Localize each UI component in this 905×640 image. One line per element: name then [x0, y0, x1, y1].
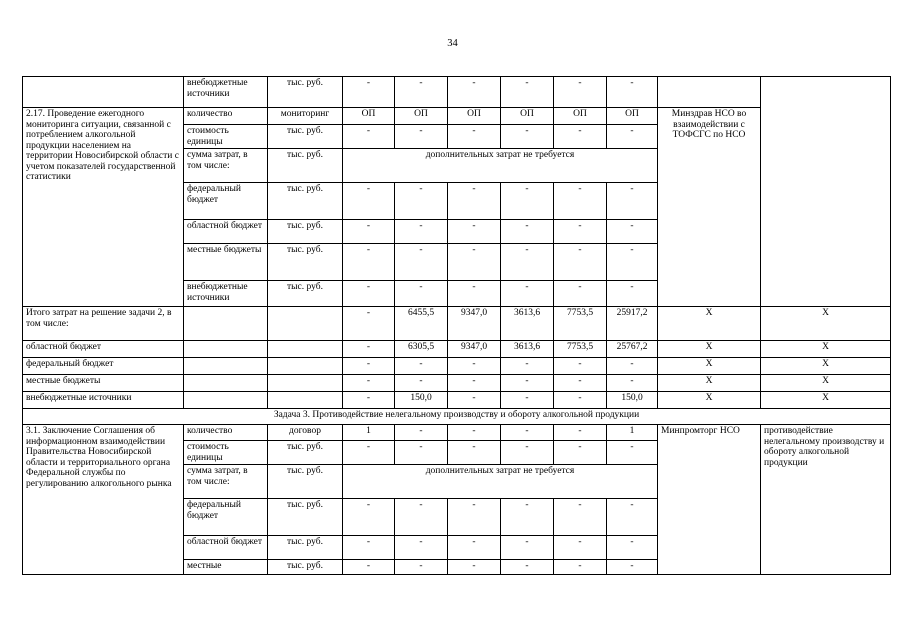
value-cell: - — [501, 375, 554, 392]
unit-cell: тыс. руб. — [268, 77, 343, 108]
table-row — [23, 425, 891, 441]
x-cell: X — [761, 358, 891, 375]
value-cell: - — [501, 220, 554, 244]
value-cell: 7753,5 — [554, 341, 607, 358]
value-cell: 6305,5 — [395, 341, 448, 358]
indicator-cell: сумма затрат, в том числе: — [184, 149, 268, 183]
indicator-cell: сумма затрат, в том числе: — [184, 465, 268, 499]
value-cell: - — [395, 536, 448, 560]
value-cell: - — [554, 425, 607, 441]
unit-cell: тыс. руб. — [268, 183, 343, 220]
value-cell: - — [448, 220, 501, 244]
value-cell: - — [607, 375, 658, 392]
table-row — [23, 307, 891, 341]
indicator-cell: местные бюджеты — [184, 244, 268, 281]
value-cell: - — [448, 77, 501, 108]
indicator-cell: количество — [184, 425, 268, 441]
value-cell: - — [554, 77, 607, 108]
indicator-cell: стоимость единицы — [184, 441, 268, 465]
x-cell: X — [761, 307, 891, 341]
unit-cell: тыс. руб. — [268, 244, 343, 281]
value-cell: 6455,5 — [395, 307, 448, 341]
total-label: внебюджетные источники — [23, 392, 184, 409]
value-cell: - — [395, 77, 448, 108]
value-cell: - — [501, 425, 554, 441]
value-cell: - — [448, 425, 501, 441]
value-cell: - — [448, 244, 501, 281]
value-cell: - — [554, 560, 607, 575]
value-cell: - — [448, 125, 501, 149]
value-cell: - — [395, 441, 448, 465]
table-row — [23, 341, 891, 358]
measure-title: 2.17. Проведение ежегодного мониторинга ситуации, связанной с потреблением алкогольной продукции населением на территории Новосибирской области с учетом показателей государственной статистики — [23, 108, 184, 307]
value-cell: - — [448, 281, 501, 307]
value-cell: - — [607, 536, 658, 560]
value-cell: - — [501, 125, 554, 149]
executor-cell: Минпромторг НСО — [658, 425, 761, 575]
table-row — [23, 77, 891, 108]
table-row — [23, 392, 891, 409]
unit-cell: мониторинг — [268, 108, 343, 125]
total-label: Итого затрат на решение задачи 2, в том числе: — [23, 307, 184, 341]
value-cell: - — [501, 392, 554, 409]
total-label: местные бюджеты — [23, 375, 184, 392]
value-cell: ОП — [395, 108, 448, 125]
value-cell: - — [607, 441, 658, 465]
value-cell: 9347,0 — [448, 341, 501, 358]
value-cell: 150,0 — [607, 392, 658, 409]
value-cell: - — [395, 375, 448, 392]
value-cell: - — [448, 441, 501, 465]
value-cell: - — [448, 375, 501, 392]
value-cell: - — [501, 77, 554, 108]
result-cell — [761, 77, 891, 307]
value-cell: 25917,2 — [607, 307, 658, 341]
value-cell: - — [343, 125, 395, 149]
value-cell: - — [554, 358, 607, 375]
value-cell: - — [607, 77, 658, 108]
executor-cell: Минздрав НСО во взаимодействии с ТОФСГС по НСО — [658, 108, 761, 307]
value-cell: 9347,0 — [448, 307, 501, 341]
value-cell: - — [501, 281, 554, 307]
value-cell: - — [343, 392, 395, 409]
value-cell: - — [554, 441, 607, 465]
value-cell: 3613,6 — [501, 341, 554, 358]
value-cell: - — [448, 392, 501, 409]
value-cell: - — [395, 183, 448, 220]
value-cell: ОП — [607, 108, 658, 125]
x-cell: X — [658, 375, 761, 392]
value-cell: - — [501, 183, 554, 220]
value-cell: - — [343, 307, 395, 341]
value-cell: - — [607, 281, 658, 307]
value-cell: - — [501, 560, 554, 575]
value-cell: 25767,2 — [607, 341, 658, 358]
table-row — [23, 358, 891, 375]
value-cell: - — [395, 281, 448, 307]
value-cell: - — [343, 536, 395, 560]
value-cell: - — [343, 281, 395, 307]
value-cell: - — [554, 536, 607, 560]
value-cell: 3613,6 — [501, 307, 554, 341]
table-row — [23, 108, 891, 125]
table-row — [23, 409, 891, 425]
value-cell: - — [501, 358, 554, 375]
indicator-cell: федеральный бюджет — [184, 499, 268, 536]
value-cell: - — [343, 375, 395, 392]
measure-cell — [23, 77, 184, 108]
indicator-cell: федеральный бюджет — [184, 183, 268, 220]
note-cell: дополнительных затрат не требуется — [343, 149, 658, 183]
total-label: областной бюджет — [23, 341, 184, 358]
value-cell: - — [343, 244, 395, 281]
unit-cell: тыс. руб. — [268, 536, 343, 560]
value-cell: - — [343, 341, 395, 358]
value-cell: - — [395, 220, 448, 244]
value-cell: - — [343, 77, 395, 108]
value-cell: - — [501, 244, 554, 281]
indicator-cell: внебюджетные источники — [184, 77, 268, 108]
value-cell: - — [554, 244, 607, 281]
value-cell: - — [607, 499, 658, 536]
value-cell: - — [343, 560, 395, 575]
empty-cell — [268, 375, 343, 392]
unit-cell: тыс. руб. — [268, 149, 343, 183]
result-cell: противодействие нелегальному производству и обороту алкогольной продукции — [761, 425, 891, 575]
value-cell: - — [343, 499, 395, 536]
total-label: федеральный бюджет — [23, 358, 184, 375]
x-cell: X — [658, 392, 761, 409]
empty-cell — [184, 375, 268, 392]
measure-title: 3.1. Заключение Соглашения об информационном взаимодействии Правительства Новосибирской области и территориального органа Федеральной службы по регулированию алкогольного рынка — [23, 425, 184, 575]
x-cell: X — [658, 341, 761, 358]
indicator-cell: внебюджетные источники — [184, 281, 268, 307]
value-cell: - — [343, 441, 395, 465]
empty-cell — [184, 307, 268, 341]
value-cell: - — [343, 220, 395, 244]
unit-cell: тыс. руб. — [268, 441, 343, 465]
indicator-cell: областной бюджет — [184, 536, 268, 560]
unit-cell: тыс. руб. — [268, 465, 343, 499]
value-cell: - — [343, 183, 395, 220]
value-cell: ОП — [448, 108, 501, 125]
value-cell: - — [607, 125, 658, 149]
value-cell: - — [607, 244, 658, 281]
value-cell: - — [395, 425, 448, 441]
empty-cell — [268, 358, 343, 375]
value-cell: - — [448, 499, 501, 536]
value-cell: 1 — [343, 425, 395, 441]
value-cell: - — [448, 536, 501, 560]
note-cell: дополнительных затрат не требуется — [343, 465, 658, 499]
value-cell: - — [607, 358, 658, 375]
indicator-cell: количество — [184, 108, 268, 125]
value-cell: - — [501, 499, 554, 536]
indicator-cell: местные — [184, 560, 268, 575]
empty-cell — [268, 341, 343, 358]
x-cell: X — [761, 341, 891, 358]
x-cell: X — [761, 375, 891, 392]
value-cell: - — [607, 560, 658, 575]
empty-cell — [268, 307, 343, 341]
value-cell: 1 — [607, 425, 658, 441]
empty-cell — [268, 392, 343, 409]
unit-cell: договор — [268, 425, 343, 441]
value-cell: - — [501, 441, 554, 465]
unit-cell: тыс. руб. — [268, 125, 343, 149]
value-cell: - — [395, 358, 448, 375]
value-cell: 7753,5 — [554, 307, 607, 341]
value-cell: - — [554, 220, 607, 244]
unit-cell: тыс. руб. — [268, 499, 343, 536]
value-cell: - — [448, 183, 501, 220]
empty-cell — [184, 358, 268, 375]
value-cell: - — [395, 244, 448, 281]
value-cell: ОП — [554, 108, 607, 125]
program-table — [22, 76, 891, 575]
value-cell: 150,0 — [395, 392, 448, 409]
empty-cell — [184, 341, 268, 358]
value-cell: - — [448, 358, 501, 375]
value-cell: - — [554, 499, 607, 536]
x-cell: X — [658, 307, 761, 341]
indicator-cell: областной бюджет — [184, 220, 268, 244]
value-cell: - — [554, 281, 607, 307]
unit-cell: тыс. руб. — [268, 220, 343, 244]
value-cell: - — [395, 125, 448, 149]
value-cell: - — [448, 560, 501, 575]
value-cell: - — [554, 125, 607, 149]
value-cell: - — [554, 375, 607, 392]
executor-cell — [658, 77, 761, 108]
value-cell: - — [607, 183, 658, 220]
value-cell: - — [554, 392, 607, 409]
task-heading: Задача 3. Противодействие нелегальному производству и обороту алкогольной продукции — [23, 409, 891, 425]
x-cell: X — [761, 392, 891, 409]
page-number: 34 — [447, 38, 458, 49]
x-cell: X — [658, 358, 761, 375]
value-cell: - — [554, 183, 607, 220]
value-cell: - — [501, 536, 554, 560]
indicator-cell: стоимость единицы — [184, 125, 268, 149]
empty-cell — [184, 392, 268, 409]
value-cell: - — [343, 358, 395, 375]
value-cell: ОП — [501, 108, 554, 125]
table-row — [23, 375, 891, 392]
value-cell: - — [395, 499, 448, 536]
value-cell: - — [395, 560, 448, 575]
unit-cell: тыс. руб. — [268, 281, 343, 307]
value-cell: - — [607, 220, 658, 244]
unit-cell: тыс. руб. — [268, 560, 343, 575]
value-cell: ОП — [343, 108, 395, 125]
